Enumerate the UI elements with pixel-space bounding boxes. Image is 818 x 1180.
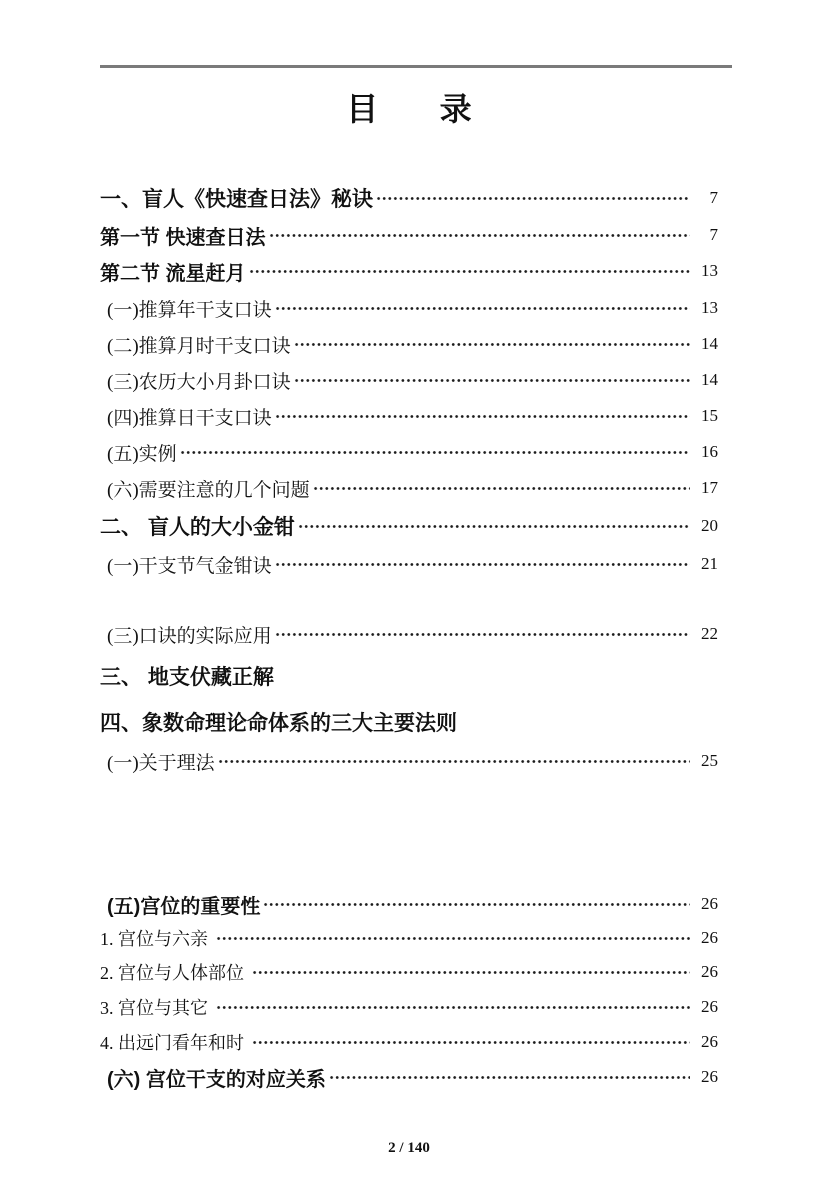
dot-leader: [263, 901, 690, 908]
toc-entry-label: 三、 地支伏藏正解: [100, 666, 274, 689]
page-title: [0, 84, 818, 130]
toc-row: [100, 258, 718, 284]
dot-leader: [294, 377, 690, 384]
dot-leader: [275, 631, 690, 638]
toc-entry-label: 二、 盲人的大小金钳: [100, 516, 295, 539]
toc-row: [100, 959, 718, 985]
page-footer: [0, 1140, 818, 1157]
toc-row: [107, 621, 718, 647]
dot-leader: [294, 341, 690, 348]
toc-page-number: 17: [701, 478, 718, 497]
toc-page-number: 26: [701, 1032, 718, 1051]
toc-entry-label: (六)需要注意的几个问题: [107, 479, 310, 501]
toc-page-number: 15: [701, 406, 718, 425]
toc-entry-label: 第一节 快速查日法: [100, 226, 266, 249]
dot-leader: [218, 758, 690, 765]
dot-leader: [249, 268, 690, 275]
toc-entry-label: 1. 宫位与六亲: [100, 929, 213, 949]
toc-row: [107, 891, 718, 917]
toc-row: [107, 295, 718, 321]
toc-entry-label: (二)推算月时干支口诀: [107, 335, 291, 357]
toc-row: [100, 925, 718, 951]
toc-entry-label: 2. 宫位与人体部位: [100, 963, 249, 983]
dot-leader: [275, 561, 690, 568]
dot-leader: [298, 523, 690, 530]
dot-leader: [252, 969, 691, 976]
toc-entry-label: 4. 出远门看年和时: [100, 1033, 249, 1053]
toc-page-number: 21: [701, 554, 718, 573]
page-title-text: 目 录: [346, 91, 498, 127]
toc-entry-label: (一)推算年干支口诀: [107, 299, 272, 321]
header-rule: [100, 65, 732, 68]
dot-leader: [216, 935, 691, 942]
toc-row: [100, 185, 718, 211]
toc-row: [107, 1064, 718, 1090]
dot-leader: [329, 1074, 690, 1081]
toc-page-number: 26: [701, 928, 718, 947]
toc-page-number: 25: [701, 751, 718, 770]
dot-leader: [313, 485, 690, 492]
toc-page-number: 20: [701, 516, 718, 535]
toc-row: [100, 709, 718, 735]
toc-entry-label: 第二节 流星赶月: [100, 262, 246, 285]
toc-entry-label: 3. 宫位与其它: [100, 998, 213, 1018]
toc-page-number: 13: [701, 261, 718, 280]
dot-leader: [216, 1004, 691, 1011]
toc-entry-label: 一、盲人《快速查日法》秘诀: [100, 188, 373, 211]
toc-entry-label: (一)干支节气金钳诀: [107, 555, 272, 577]
toc-row: [107, 748, 718, 774]
toc-row: [107, 439, 718, 465]
toc-entry-label: (五)实例: [107, 443, 177, 465]
toc-row: [100, 513, 718, 539]
toc-row: [107, 475, 718, 501]
dot-leader: [275, 305, 690, 312]
dot-leader: [275, 413, 690, 420]
toc-entry-label: (四)推算日干支口诀: [107, 407, 272, 429]
toc-row: [107, 367, 718, 393]
toc-entry-label: (五)宫位的重要性: [107, 895, 261, 918]
toc-page-number: 14: [701, 334, 718, 353]
toc-row: [107, 403, 718, 429]
toc-page-number: 13: [701, 298, 718, 317]
toc-row: [100, 663, 718, 689]
toc-page-number: 16: [701, 442, 718, 461]
toc-page-number: 7: [709, 225, 718, 244]
toc-page-number: 22: [701, 624, 718, 643]
toc-page-number: 14: [701, 370, 718, 389]
toc-row: [100, 222, 718, 248]
toc-entry-label: (一)关于理法: [107, 752, 215, 774]
toc-entry-label: (六) 宫位干支的对应关系: [107, 1068, 326, 1091]
toc-page-number: 26: [701, 894, 718, 913]
toc-page-number: 7: [709, 188, 718, 207]
dot-leader: [269, 232, 690, 239]
toc-row: [100, 1029, 718, 1055]
toc-entry-label: (三)口诀的实际应用: [107, 625, 272, 647]
dot-leader: [180, 449, 690, 456]
dot-leader: [252, 1039, 691, 1046]
toc-entry-label: (三)农历大小月卦口诀: [107, 371, 291, 393]
toc-row: [107, 331, 718, 357]
toc-page-number: 26: [701, 962, 718, 981]
page-number-indicator: 2 / 140: [388, 1140, 430, 1156]
toc-entry-label: 四、象数命理论命体系的三大主要法则: [100, 712, 457, 735]
toc-page-number: 26: [701, 997, 718, 1016]
dot-leader: [376, 195, 690, 202]
toc-row: [100, 994, 718, 1020]
toc-page-number: 26: [701, 1067, 718, 1086]
toc-row: [107, 551, 718, 577]
